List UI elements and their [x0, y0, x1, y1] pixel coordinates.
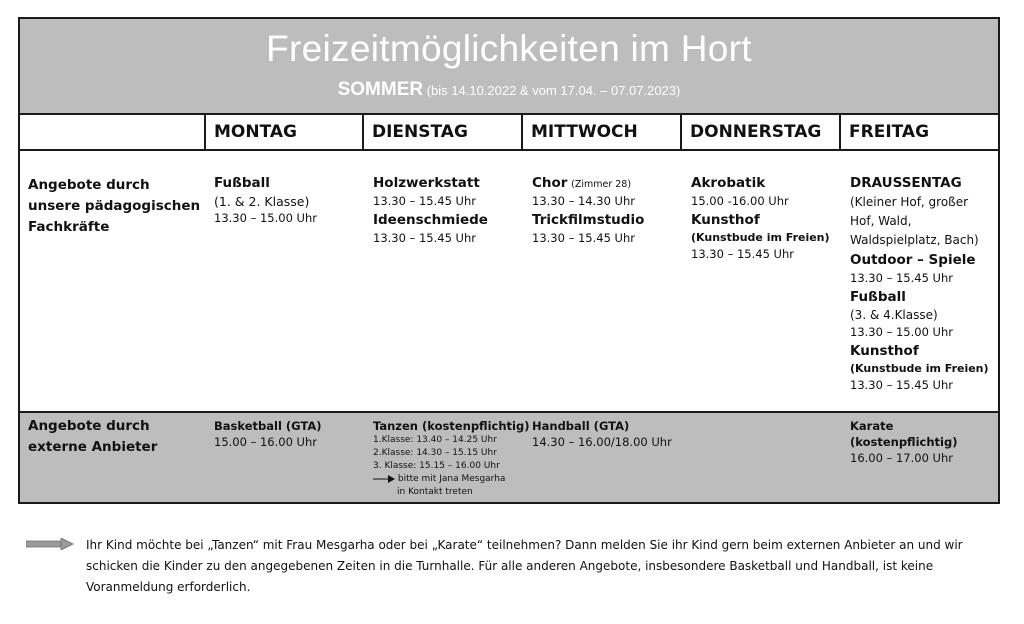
activity-name: Tanzen (kostenpflichtig) [373, 419, 530, 433]
activity-time: 13.30 – 15.45 Uhr [532, 231, 635, 245]
contact-line: bitte mit Jana Mesgarha [397, 474, 506, 484]
cell-mittwoch-internal [532, 173, 644, 247]
contact-note [373, 473, 529, 486]
activity-note: (Kunstbude im Freien) [691, 231, 830, 244]
cell-dienstag-internal [373, 173, 488, 247]
row-label-external [28, 416, 157, 458]
day-donnerstag: DONNERSTAG [680, 115, 839, 149]
table-header [20, 19, 998, 115]
activity-room: (Zimmer 28) [571, 179, 632, 190]
activity-time: 13.30 – 15.45 Uhr [691, 247, 794, 261]
arrow-right-icon [26, 538, 74, 550]
activity-time: 16.00 – 17.00 Uhr [850, 451, 953, 465]
activity-classes: (1. & 2. Klasse) [214, 194, 310, 209]
cell-freitag-internal [850, 173, 1000, 394]
activity-desc: Waldspielplatz, Bach) [850, 233, 979, 247]
activity-name: Kunsthof [850, 343, 919, 359]
contact-line: in Kontakt treten [397, 487, 473, 497]
activity-name: Karate (kostenpflichtig) [850, 419, 958, 449]
weekday-header-row [20, 115, 998, 151]
cell-montag-internal [214, 173, 317, 227]
activity-note: (Kunstbude im Freien) [850, 362, 989, 375]
day-mittwoch: MITTWOCH [521, 115, 680, 149]
activity-name: Handball (GTA) [532, 419, 630, 433]
note-line: schicken die Kinder zu den angegebenen Zeiten in die Turnhalle. Für alle anderen Angebote, insbesondere Basketball und Handball, ist keine [86, 559, 934, 573]
activity-desc: Hof, Wald, [850, 214, 912, 228]
activity-time: 13.30 – 15.45 Uhr [850, 271, 953, 285]
cell-dienstag-external [373, 418, 529, 499]
activity-desc: (Kleiner Hof, großer [850, 195, 969, 209]
note-line: Ihr Kind möchte bei „Tanzen“ mit Frau Mesgarha oder bei „Karate“ teilnehmen? Dann melden Sie ihr Kind gern beim externen Anbieter an und wir [86, 538, 963, 552]
activity-name: Ideenschmiede [373, 212, 488, 228]
row-label-line: Angebote durch [28, 177, 150, 193]
row-label-line: Angebote durch [28, 418, 150, 434]
activity-name: Outdoor – Spiele [850, 252, 976, 268]
activity-time: 13.30 – 15.00 Uhr [850, 325, 953, 339]
activity-time: 13.30 – 14.30 Uhr [532, 194, 635, 208]
activity-classes: (3. & 4.Klasse) [850, 308, 938, 322]
note-line: Voranmeldung erforderlich. [86, 580, 251, 594]
cell-freitag-external [850, 418, 998, 467]
activity-time: 15.00 -16.00 Uhr [691, 194, 789, 208]
row-label-line: unsere pädagogischen [28, 198, 201, 214]
schedule-table [18, 17, 1000, 504]
arrow-right-icon [373, 475, 395, 483]
activity-time: 13.30 – 15.00 Uhr [214, 211, 317, 225]
activity-name: Fußball [214, 175, 270, 191]
activity-name: Chor [532, 175, 568, 191]
row-label-line: Fachkräfte [28, 219, 110, 235]
activity-name: Trickfilmstudio [532, 212, 645, 228]
registration-note [86, 535, 986, 598]
activity-time: 15.00 – 16.00 Uhr [214, 435, 317, 449]
cell-donnerstag-internal [691, 173, 830, 263]
activity-name: Fußball [850, 289, 906, 305]
row-label-internal [28, 175, 200, 238]
activity-name: Akrobatik [691, 175, 766, 191]
cell-montag-external [214, 418, 322, 451]
activity-name: Kunsthof [691, 212, 760, 228]
activity-name: Holzwerkstatt [373, 175, 480, 191]
class-time: 2.Klasse: 14.30 – 15.15 Uhr [373, 448, 497, 458]
activity-time: 14.30 – 16.00/18.00 Uhr [532, 435, 672, 449]
activity-name: DRAUSSENTAG [850, 175, 962, 191]
activity-time: 13.30 – 15.45 Uhr [373, 194, 476, 208]
page-title: Freizeitmöglichkeiten im Hort [266, 28, 752, 69]
day-dienstag: DIENSTAG [362, 115, 521, 149]
day-montag: MONTAG [204, 115, 362, 149]
cell-mittwoch-external [532, 418, 672, 451]
class-time: 3. Klasse: 15.15 – 16.00 Uhr [373, 461, 500, 471]
activity-time: 13.30 – 15.45 Uhr [850, 378, 953, 392]
season-subtitle [20, 79, 998, 101]
class-time: 1.Klasse: 13.40 – 14.25 Uhr [373, 435, 497, 445]
activity-name: Basketball (GTA) [214, 419, 322, 433]
activity-time: 13.30 – 15.45 Uhr [373, 231, 476, 245]
season-label: SOMMER [337, 79, 424, 100]
season-dates: (bis 14.10.2022 & vom 17.04. – 07.07.2023) [423, 83, 681, 98]
external-offers-row [20, 411, 998, 502]
row-label-line: externe Anbieter [28, 439, 158, 455]
day-freitag: FREITAG [839, 115, 1000, 149]
